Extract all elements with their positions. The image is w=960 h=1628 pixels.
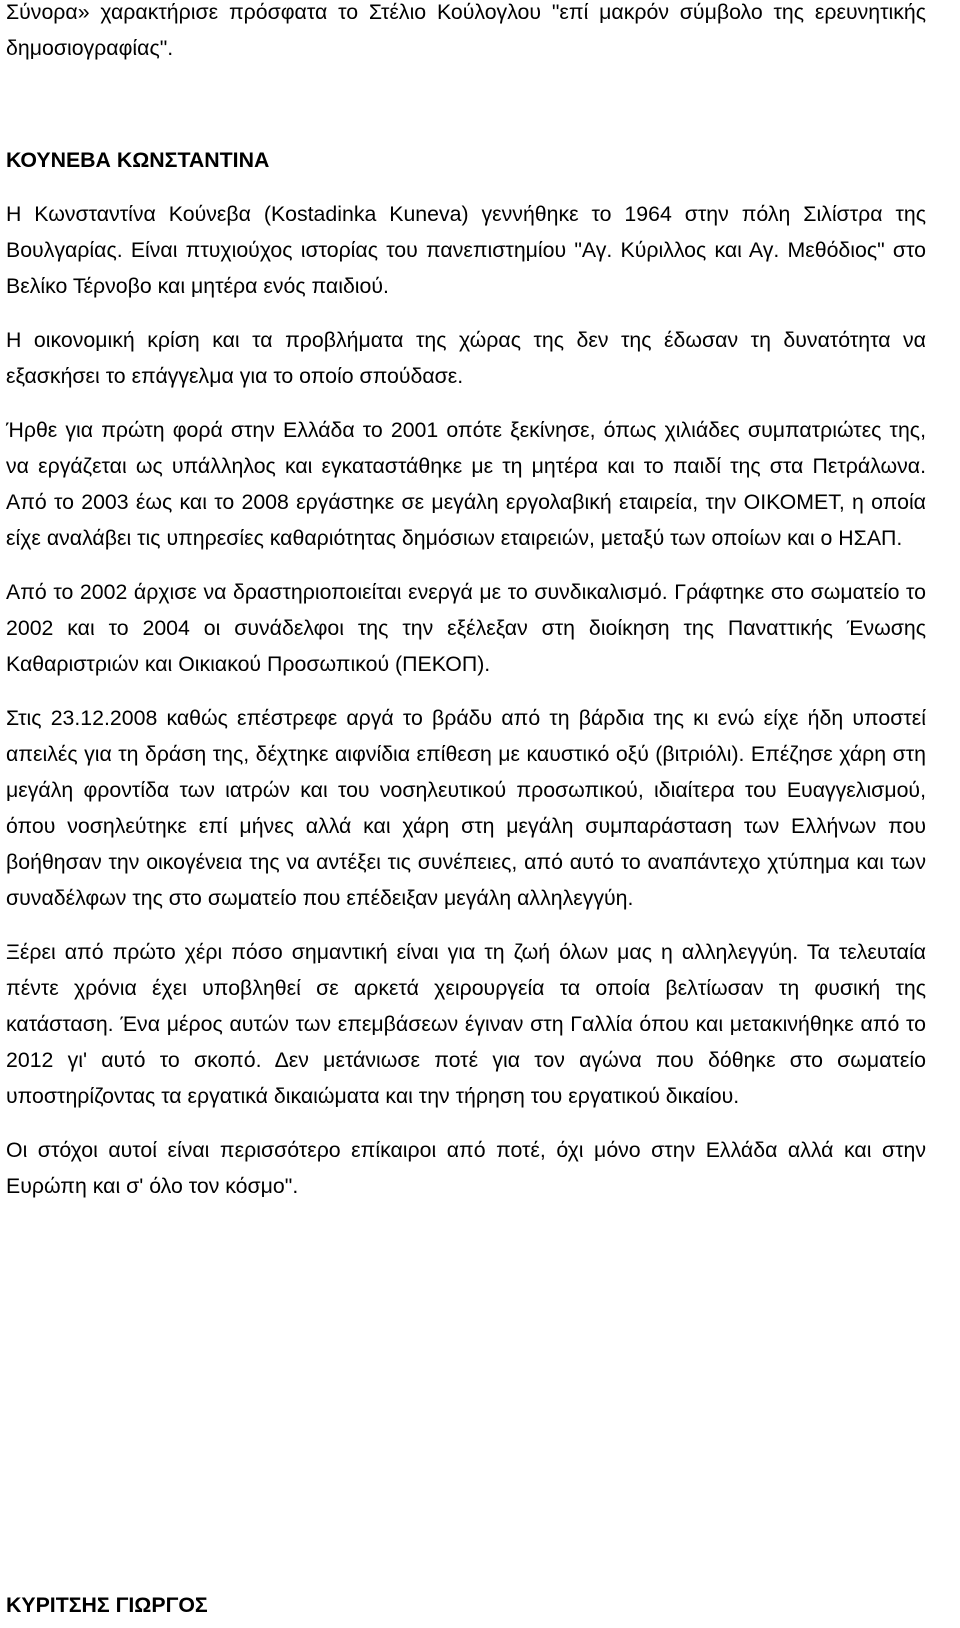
paragraph: Στις 23.12.2008 καθώς επέστρεφε αργά το βράδυ από τη βάρδια της κι ενώ είχε ήδη υποστεί απειλές για τη δράση της, δέχτηκε αιφνίδια επίθεση με καυστικό οξύ (βιτριόλι). Επέζησε χάρη στη μεγάλη φροντίδα των ιατρών και του νοσηλευτικού προσωπικού, ιδιαίτερα του Ευαγγελισμού, όπου νοσηλεύτηκε επί μήνες αλλά και χάρη στη μεγάλη συμπαράσταση των Ελλήνων που βοήθησαν την οικογένεια της να αντέξει τις συνέπειες, από αυτό το αναπάντεχο χτύπημα και των συναδέλφων της στο σωματείο που επέδειξαν μεγάλη αλληλεγγύη. bbox=[6, 706, 926, 910]
section-heading-kouneva: ΚΟΥΝΕΒΑ ΚΩΝΣΤΑΝΤΙΝΑ bbox=[6, 148, 270, 172]
paragraph: Ξέρει από πρώτο χέρι πόσο σημαντική είναι για τη ζωή όλων μας η αλληλεγγύη. Τα τελευταία πέντε χρόνια έχει υποβληθεί σε αρκετά χειρουργεία τα οποία βελτίωσαν τη φυσική της κατάσταση. Ένα μέρος αυτών των επεμβάσεων έγιναν στη Γαλλία όπου και μετακινήθηκε από το 2012 γι' αυτό το σκοπό. Δεν μετάνιωσε ποτέ για τον αγώνα που δόθηκε στο σωματείο υποστηρίζοντας τα εργατικά δικαιώματα και την τήρηση του εργατικού δικαίου. bbox=[6, 940, 926, 1108]
intro-paragraph: Σύνορα» χαρακτήρισε πρόσφατα το Στέλιο Κούλογλου "επί μακρόν σύμβολο της ερευνητικής δημοσιογραφίας". bbox=[6, 0, 926, 60]
paragraph: Από το 2002 άρχισε να δραστηριοποιείται ενεργά με το συνδικαλισμό. Γράφτηκε στο σωματείο το 2002 και το 2004 οι συνάδελφοι της την εξέλεξαν στη διοίκηση της Παναττικής Ένωσης Καθαριστριών και Οικιακού Προσωπικού (ΠΕΚΟΠ). bbox=[6, 580, 926, 676]
paragraph: Η οικονομική κρίση και τα προβλήματα της χώρας της δεν της έδωσαν τη δυνατότητα να εξασκήσει το επάγγελμα για το οποίο σπούδασε. bbox=[6, 328, 926, 388]
section-heading-kyritsis: ΚΥΡΙΤΣΗΣ ΓΙΩΡΓΟΣ bbox=[6, 1593, 208, 1617]
paragraph: Οι στόχοι αυτοί είναι περισσότερο επίκαιροι από ποτέ, όχι μόνο στην Ελλάδα αλλά και στην Ευρώπη και σ' όλο τον κόσμο". bbox=[6, 1138, 926, 1198]
paragraph: Η Κωνσταντίνα Κούνεβα (Kostadinka Kuneva) γεννήθηκε το 1964 στην πόλη Σιλίστρα της Βουλγαρίας. Είναι πτυχιούχος ιστορίας του πανεπιστημίου "Αγ. Κύριλλος και Αγ. Μεθόδιος" στο Βελίκο Τέρνοβο και μητέρα ενός παιδιού. bbox=[6, 202, 926, 298]
paragraph: Ήρθε για πρώτη φορά στην Ελλάδα το 2001 οπότε ξεκίνησε, όπως χιλιάδες συμπατριώτες της, να εργάζεται ως υπάλληλος και εγκαταστάθηκε με τη μητέρα και το παιδί της στα Πετράλωνα. Από το 2003 έως και το 2008 εργάστηκε σε μεγάλη εργολαβική εταιρεία, την ΟΙΚΟΜΕΤ, η οποία είχε αναλάβει τις υπηρεσίες καθαριότητας δημόσιων εταιρειών, μεταξύ των οποίων και ο ΗΣΑΠ. bbox=[6, 418, 926, 550]
section-body-kouneva bbox=[6, 196, 926, 1204]
